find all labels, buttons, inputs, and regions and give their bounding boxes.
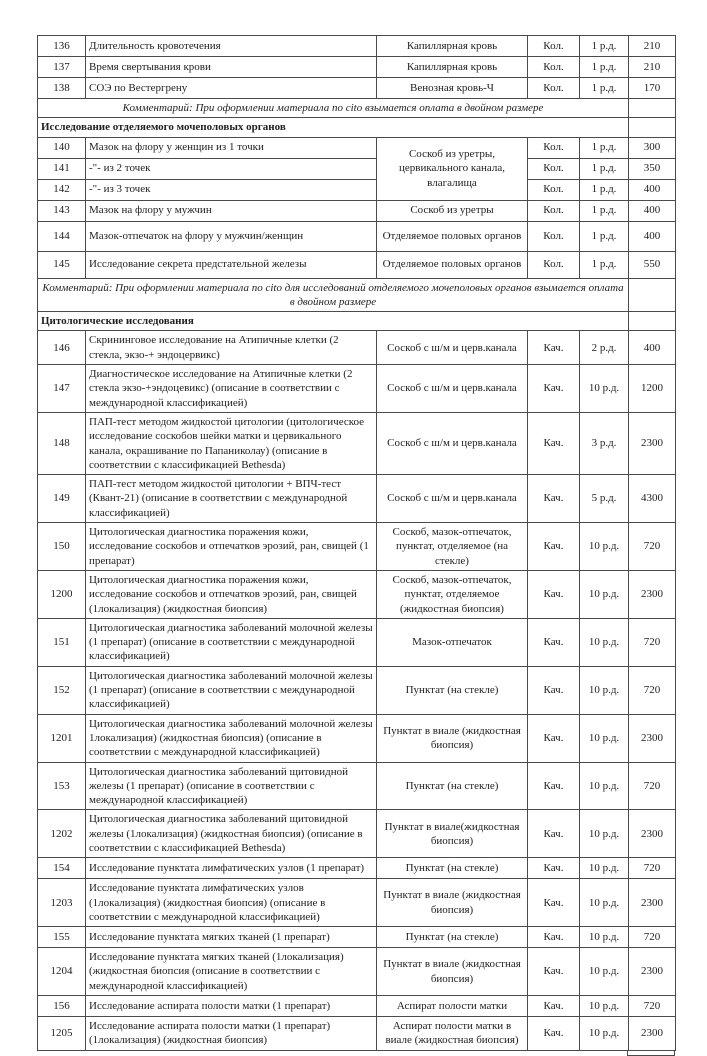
table-row — [38, 666, 676, 714]
cell-material: Аспират полости матки — [377, 996, 528, 1017]
cell-code: 144 — [38, 221, 86, 251]
table-row — [38, 78, 676, 99]
cell-material: Пунктат (на стекле) — [377, 927, 528, 948]
cell-price: 350 — [629, 158, 676, 179]
cell-name: ПАП-тест методом жидкостой цитологии + ВПЧ-тест (Квант-21) (описание в соответствии с международной классификацией) — [86, 475, 377, 523]
cell-name: -"- из 3 точек — [86, 179, 377, 200]
cell-price: 720 — [629, 996, 676, 1017]
cell-price: 400 — [629, 221, 676, 251]
cell-material: Соскоб с ш/м и церв.канала — [377, 475, 528, 523]
cell-code: 149 — [38, 475, 86, 523]
cell-code: 147 — [38, 365, 86, 413]
cell-price: 2300 — [629, 879, 676, 927]
cell-name: Цитологическая диагностика заболеваний молочной железы (1 препарат) (описание в соответствии с международной классификацией) — [86, 666, 377, 714]
cell-material: Соскоб, мазок-отпечаток, пунктат, отделяемое (на стекле) — [377, 523, 528, 571]
cell-price: 400 — [629, 179, 676, 200]
cell-term: 2 р.д. — [580, 331, 629, 365]
cell-unit: Кач. — [528, 412, 580, 474]
cell-name: Исследование пунктата мягких тканей (1 препарат) — [86, 927, 377, 948]
cell-term: 10 р.д. — [580, 714, 629, 762]
cell-unit: Кач. — [528, 996, 580, 1017]
cell-term: 10 р.д. — [580, 1017, 629, 1051]
cell-term: 1 р.д. — [580, 57, 629, 78]
table-row — [38, 331, 676, 365]
cell-code: 137 — [38, 57, 86, 78]
cell-price: 720 — [629, 762, 676, 810]
table-row — [38, 879, 676, 927]
table-row — [38, 618, 676, 666]
cell-term: 10 р.д. — [580, 858, 629, 879]
cell-unit: Кол. — [528, 78, 580, 99]
cell-material: Аспират полости матки в виале (жидкостная биопсия) — [377, 1017, 528, 1051]
cell-price: 4300 — [629, 475, 676, 523]
cell-price-empty — [629, 312, 676, 331]
cell-code: 1202 — [38, 810, 86, 858]
cell-price: 400 — [629, 200, 676, 221]
cell-code: 146 — [38, 331, 86, 365]
cell-price: 550 — [629, 251, 676, 278]
table-row — [38, 948, 676, 996]
cell-material: Отделяемое половых органов — [377, 251, 528, 278]
cell-material: Соскоб с ш/м и церв.канала — [377, 331, 528, 365]
table-row — [38, 858, 676, 879]
table-row — [38, 523, 676, 571]
cell-material: Пунктат (на стекле) — [377, 762, 528, 810]
cell-term: 1 р.д. — [580, 36, 629, 57]
table-row — [38, 714, 676, 762]
cell-price: 210 — [629, 36, 676, 57]
cell-material: Пунктат в виале (жидкостная биопсия) — [377, 879, 528, 927]
cell-material: Капиллярная кровь — [377, 36, 528, 57]
cell-price-empty — [629, 118, 676, 137]
cell-term: 10 р.д. — [580, 810, 629, 858]
cell-unit: Кач. — [528, 475, 580, 523]
cell-unit: Кач. — [528, 762, 580, 810]
cell-name: Исследование секрета предстательной железы — [86, 251, 377, 278]
cell-price: 720 — [629, 666, 676, 714]
cell-term: 10 р.д. — [580, 666, 629, 714]
cell-name: Цитологическая диагностика заболеваний щитовидной железы (1 препарат) (описание в соответствии с международной классификацией) — [86, 762, 377, 810]
cell-material: Отделяемое половых органов — [377, 221, 528, 251]
cell-material: Пунктат в виале (жидкостная биопсия) — [377, 948, 528, 996]
cell-comment: Комментарий: При оформлении материала по cito взымается оплата в двойном размере — [38, 99, 629, 118]
cell-code: 136 — [38, 36, 86, 57]
cell-unit: Кач. — [528, 879, 580, 927]
cell-name: Цитологическая диагностика заболеваний молочной железы (1 препарат) (описание в соответствии с международной классификацией) — [86, 618, 377, 666]
table-row — [38, 158, 676, 179]
cell-price: 2300 — [629, 948, 676, 996]
cell-name: ПАП-тест методом жидкостой цитологии (цитологическое исследование соскобов шейки матки и цервикального канала, окрашивание по Папаниколау) (описание в соответствии с классификацией Bethesda) — [86, 412, 377, 474]
cell-name: Скрининговое исследование на Атипичные клетки (2 стекла, экзо-+ эндоцервикс) — [86, 331, 377, 365]
cell-code: 150 — [38, 523, 86, 571]
table-row — [38, 996, 676, 1017]
cell-unit: Кач. — [528, 331, 580, 365]
cell-code: 1200 — [38, 570, 86, 618]
cell-section: Исследование отделяемого мочеполовых органов — [38, 118, 629, 137]
table-row — [38, 927, 676, 948]
cell-price: 720 — [629, 523, 676, 571]
cell-name: Исследование пунктата лимфатических узлов (1 препарат) — [86, 858, 377, 879]
table-row — [38, 412, 676, 474]
cell-price: 2300 — [629, 570, 676, 618]
table-row — [38, 475, 676, 523]
table-row — [38, 200, 676, 221]
cell-code: 145 — [38, 251, 86, 278]
cell-term: 10 р.д. — [580, 879, 629, 927]
cell-price: 2300 — [629, 1017, 676, 1051]
cell-name: Исследование аспирата полости матки (1 препарат) — [86, 996, 377, 1017]
cell-term: 10 р.д. — [580, 762, 629, 810]
cell-unit: Кол. — [528, 137, 580, 158]
table-row — [38, 762, 676, 810]
cell-unit: Кач. — [528, 618, 580, 666]
cell-term: 1 р.д. — [580, 137, 629, 158]
table-row — [38, 1017, 676, 1051]
cell-term: 1 р.д. — [580, 200, 629, 221]
cell-price: 2300 — [629, 412, 676, 474]
table-row — [38, 179, 676, 200]
table-row — [38, 365, 676, 413]
cell-material: Венозная кровь-Ч — [377, 78, 528, 99]
cell-price: 1200 — [629, 365, 676, 413]
cell-unit: Кач. — [528, 810, 580, 858]
cell-term: 1 р.д. — [580, 251, 629, 278]
cell-name: Исследование пунктата мягких тканей (1локализация) (жидкостная биопсия (описание в соответствии с международной классификацией) — [86, 948, 377, 996]
table-row — [38, 36, 676, 57]
cell-material: Пунктат в виале(жидкостная биопсия) — [377, 810, 528, 858]
cell-term: 3 р.д. — [580, 412, 629, 474]
section-row — [38, 118, 676, 137]
cell-name: Исследование пунктата лимфатических узлов (1локализация) (жидкостная биопсия) (описание в соответствии с международной классификацией) — [86, 879, 377, 927]
cell-unit: Кол. — [528, 179, 580, 200]
cell-code: 140 — [38, 137, 86, 158]
cell-code: 138 — [38, 78, 86, 99]
cell-price: 300 — [629, 137, 676, 158]
cell-code: 154 — [38, 858, 86, 879]
cell-term: 5 р.д. — [580, 475, 629, 523]
cell-code: 151 — [38, 618, 86, 666]
price-column-tail — [627, 1051, 675, 1056]
table-row — [38, 810, 676, 858]
cell-name: СОЭ по Вестергрену — [86, 78, 377, 99]
cell-code: 1201 — [38, 714, 86, 762]
cell-material: Соскоб с ш/м и церв.канала — [377, 412, 528, 474]
cell-term: 1 р.д. — [580, 158, 629, 179]
cell-unit: Кач. — [528, 1017, 580, 1051]
cell-code: 143 — [38, 200, 86, 221]
cell-name: Исследование аспирата полости матки (1 препарат) (1локализация) (жидкостная биопсия) — [86, 1017, 377, 1051]
cell-name: -"- из 2 точек — [86, 158, 377, 179]
price-table — [37, 35, 676, 1051]
cell-name: Мазок на флору у женщин из 1 точки — [86, 137, 377, 158]
cell-material: Капиллярная кровь — [377, 57, 528, 78]
cell-name: Цитологическая диагностика заболеваний молочной железы 1локализация) (жидкостная биопсия) (описание в соответствии с международной классификацией) — [86, 714, 377, 762]
cell-section: Цитологические исследования — [38, 312, 629, 331]
cell-price: 720 — [629, 927, 676, 948]
cell-material: Пунктат (на стекле) — [377, 858, 528, 879]
cell-unit: Кач. — [528, 570, 580, 618]
cell-term: 1 р.д. — [580, 78, 629, 99]
cell-code: 155 — [38, 927, 86, 948]
cell-price-empty — [629, 99, 676, 118]
cell-material: Соскоб из уретры, цервикального канала, влагалища — [377, 137, 528, 200]
cell-name: Длительность кровотечения — [86, 36, 377, 57]
cell-material: Пунктат (на стекле) — [377, 666, 528, 714]
cell-unit: Кач. — [528, 948, 580, 996]
cell-unit: Кач. — [528, 858, 580, 879]
cell-price: 2300 — [629, 714, 676, 762]
cell-material: Соскоб из уретры — [377, 200, 528, 221]
cell-unit: Кол. — [528, 251, 580, 278]
cell-comment: Комментарий: При оформлении материала по cito для исследований отделяемого мочеполовых органов взымается оплата в двойном размере — [38, 278, 629, 312]
price-table-body — [38, 36, 676, 1051]
cell-code: 142 — [38, 179, 86, 200]
cell-code: 1204 — [38, 948, 86, 996]
cell-code: 1203 — [38, 879, 86, 927]
cell-price: 2300 — [629, 810, 676, 858]
section-row — [38, 312, 676, 331]
cell-unit: Кач. — [528, 365, 580, 413]
cell-term: 1 р.д. — [580, 179, 629, 200]
cell-price: 170 — [629, 78, 676, 99]
cell-term: 10 р.д. — [580, 618, 629, 666]
table-row — [38, 221, 676, 251]
cell-name: Диагностическое исследование на Атипичные клетки (2 стекла экзо-+эндоцевикс) (описание в соответствии с международной классификацией) — [86, 365, 377, 413]
table-row — [38, 570, 676, 618]
cell-name: Время свертывания крови — [86, 57, 377, 78]
comment-row — [38, 99, 676, 118]
cell-unit: Кол. — [528, 57, 580, 78]
cell-unit: Кач. — [528, 523, 580, 571]
cell-unit: Кач. — [528, 927, 580, 948]
cell-code: 1205 — [38, 1017, 86, 1051]
cell-term: 10 р.д. — [580, 365, 629, 413]
cell-unit: Кол. — [528, 36, 580, 57]
cell-unit: Кол. — [528, 200, 580, 221]
cell-term: 1 р.д. — [580, 221, 629, 251]
cell-unit: Кач. — [528, 714, 580, 762]
table-row — [38, 57, 676, 78]
cell-name: Мазок на флору у мужчин — [86, 200, 377, 221]
cell-price-empty — [629, 278, 676, 312]
cell-code: 148 — [38, 412, 86, 474]
table-row — [38, 137, 676, 158]
cell-code: 156 — [38, 996, 86, 1017]
cell-unit: Кач. — [528, 666, 580, 714]
cell-code: 152 — [38, 666, 86, 714]
comment-row — [38, 278, 676, 312]
cell-material: Соскоб, мазок-отпечаток, пунктат, отделяемое (жидкостная биопсия) — [377, 570, 528, 618]
table-row — [38, 251, 676, 278]
cell-unit: Кол. — [528, 221, 580, 251]
cell-term: 10 р.д. — [580, 523, 629, 571]
cell-material: Соскоб с ш/м и церв.канала — [377, 365, 528, 413]
cell-name: Цитологическая диагностика поражения кожи, исследование соскобов и отпечатков эрозий, ран, свищей (1локализация) (жидкостная биопсия) — [86, 570, 377, 618]
cell-term: 10 р.д. — [580, 996, 629, 1017]
cell-term: 10 р.д. — [580, 927, 629, 948]
cell-material: Мазок-отпечаток — [377, 618, 528, 666]
cell-unit: Кол. — [528, 158, 580, 179]
cell-term: 10 р.д. — [580, 570, 629, 618]
cell-material: Пунктат в виале (жидкостная биопсия) — [377, 714, 528, 762]
cell-term: 10 р.д. — [580, 948, 629, 996]
cell-price: 720 — [629, 858, 676, 879]
cell-name: Цитологическая диагностика заболеваний щитовидной железы (1локализация) (жидкостная биопсия) (описание в соответствии с классификацией Bethesda) — [86, 810, 377, 858]
cell-code: 153 — [38, 762, 86, 810]
cell-price: 210 — [629, 57, 676, 78]
cell-code: 141 — [38, 158, 86, 179]
cell-price: 400 — [629, 331, 676, 365]
cell-name: Цитологическая диагностика поражения кожи, исследование соскобов и отпечатков эрозий, ран, свищей (1 препарат) — [86, 523, 377, 571]
cell-price: 720 — [629, 618, 676, 666]
cell-name: Мазок-отпечаток на флору у мужчин/женщин — [86, 221, 377, 251]
